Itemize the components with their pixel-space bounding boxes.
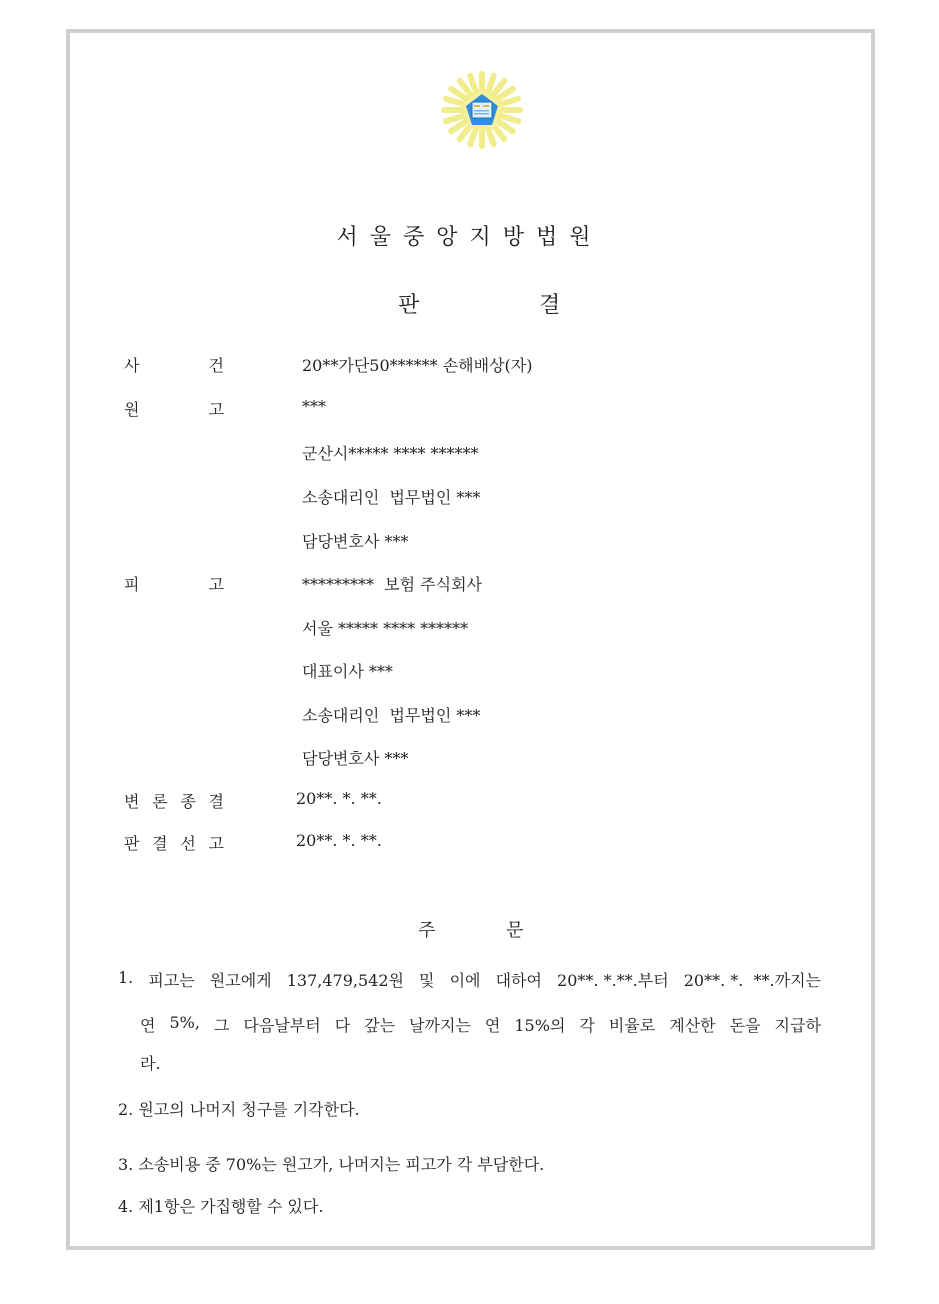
defendant-attorney: 담당변호사 ***	[302, 749, 409, 768]
plaintiff-name: ***	[302, 397, 326, 416]
order-item-1-line-3: 라.	[140, 1054, 161, 1073]
court-emblem-icon	[438, 68, 526, 150]
order-item-4: 4. 제1항은 가집행할 수 있다.	[118, 1197, 324, 1216]
party-label-plaintiff: 원 고	[124, 400, 224, 419]
court-name: 서울중앙지방법원	[336, 225, 603, 250]
order-title-right: 문	[506, 920, 524, 941]
document-frame	[66, 29, 875, 1250]
label-argument-closed: 변 론 종 결	[124, 792, 224, 811]
defendant-address: 서울 ***** **** ******	[302, 619, 469, 638]
document-title-right: 결	[539, 293, 561, 318]
plaintiff-address: 군산시***** **** ******	[302, 444, 479, 463]
plaintiff-counsel: 소송대리인 법무법인 ***	[302, 488, 481, 507]
defendant-representative: 대표이사 ***	[302, 662, 393, 681]
order-item-1-line-1: 1. 피고는 원고에게 137,479,542원 및 이에 대하여 20**. *.**.부터 20**. *. **.까지는	[118, 968, 821, 990]
party-label-defendant: 피 고	[124, 575, 224, 594]
defendant-counsel: 소송대리인 법무법인 ***	[302, 706, 481, 725]
order-title-left: 주	[418, 920, 436, 941]
defendant-name: ********* 보험 주식회사	[302, 575, 482, 594]
order-item-2: 2. 원고의 나머지 청구를 기각한다.	[118, 1100, 360, 1119]
order-item-1-line-2: 연 5%, 그 다음날부터 다 갚는 날까지는 연 15%의 각 비율로 계산한 돈을 지급하	[140, 1013, 821, 1035]
order-item-3: 3. 소송비용 중 70%는 원고가, 나머지는 피고가 각 부담한다.	[118, 1155, 545, 1174]
plaintiff-attorney: 담당변호사 ***	[302, 532, 409, 551]
case-number: 20**가단50****** 손해배상(자)	[302, 356, 533, 375]
argument-closed-date: 20**. *. **.	[296, 789, 382, 808]
label-judgment-date: 판 결 선 고	[124, 834, 224, 853]
document-title-left: 판	[398, 293, 420, 318]
judgment-date: 20**. *. **.	[296, 831, 382, 850]
party-label-case: 사 건	[124, 356, 224, 375]
